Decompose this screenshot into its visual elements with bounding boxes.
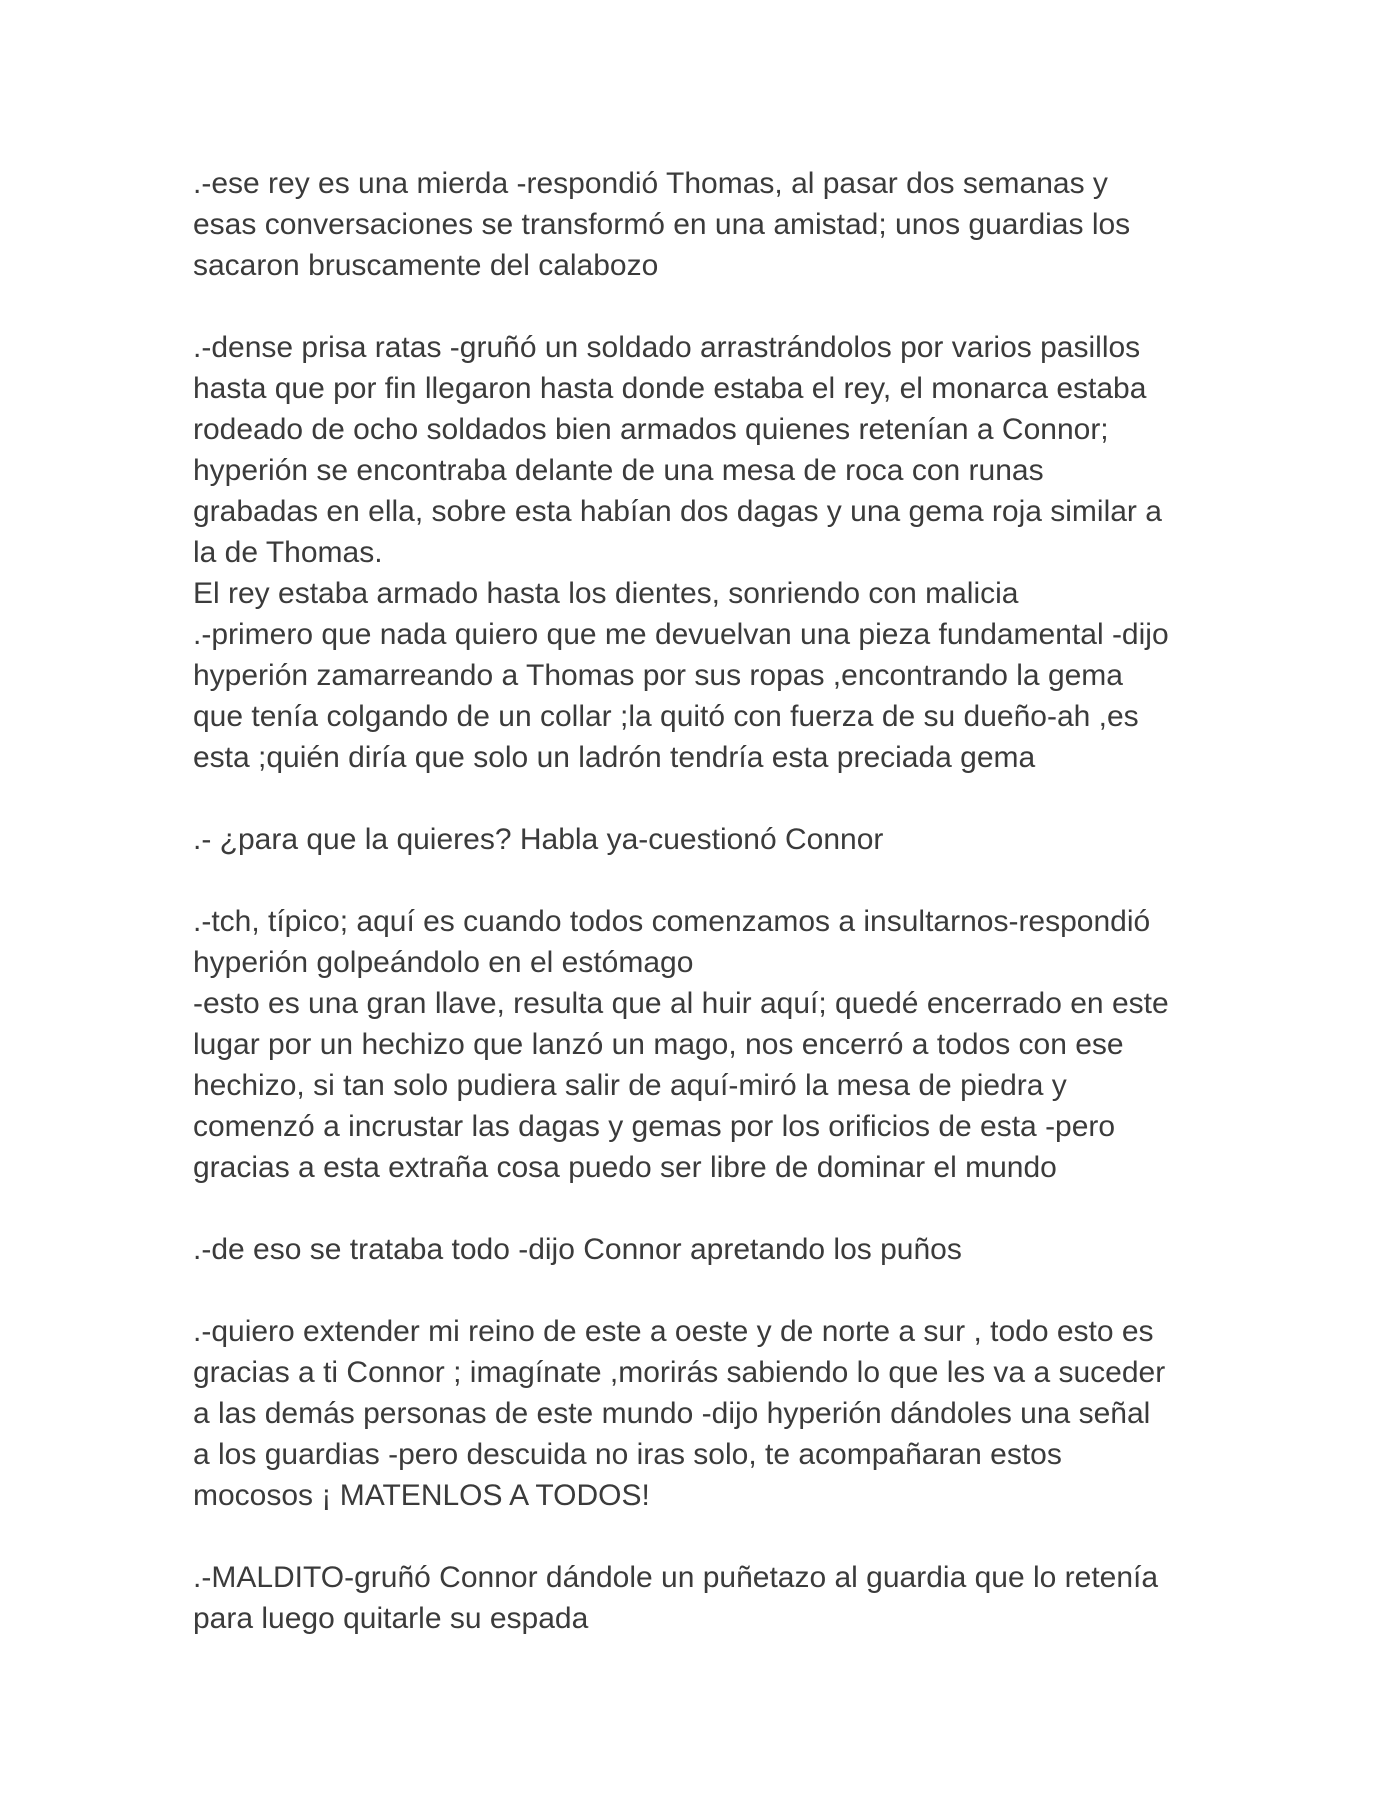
text-line: hyperión golpeándolo en el estómago (193, 946, 694, 979)
text-line: .-dense prisa ratas -gruñó un soldado arrastrándolos por varios pasillos (193, 331, 1141, 364)
text-line: hasta que por fin llegaron hasta donde estaba el rey, el monarca estaba (193, 372, 1147, 405)
text-line: hechizo, si tan solo pudiera salir de aquí-miró la mesa de piedra y (193, 1069, 1067, 1102)
text-line: a las demás personas de este mundo -dijo hyperión dándoles una señal (193, 1397, 1151, 1430)
text-line: hyperión zamarreando a Thomas por sus ropas ,encontrando la gema (193, 659, 1123, 692)
text-line: lugar por un hechizo que lanzó un mago, nos encerró a todos con ese (193, 1028, 1124, 1061)
text-line: .-de eso se trataba todo -dijo Connor apretando los puños (193, 1233, 962, 1266)
text-line: esta ;quién diría que solo un ladrón tendría esta preciada gema (193, 741, 1036, 774)
text-line: -esto es una gran llave, resulta que al huir aquí; quedé encerrado en este (193, 987, 1169, 1020)
text-line: .-ese rey es una mierda -respondió Thomas, al pasar dos semanas y (193, 167, 1108, 200)
text-line: .- ¿para que la quieres? Habla ya-cuestionó Connor (193, 823, 884, 856)
paragraph-gap (193, 860, 1223, 901)
text-line: a los guardias -pero descuida no iras solo, te acompañaran estos (193, 1438, 1062, 1471)
text-line: .-MALDITO-gruñó Connor dándole un puñetazo al guardia que lo retenía (193, 1561, 1159, 1594)
text-line: .-tch, típico; aquí es cuando todos comenzamos a insultarnos-respondió (193, 905, 1151, 938)
text-line: la de Thomas. (193, 536, 383, 569)
text-line: mocosos ¡ MATENLOS A TODOS! (193, 1479, 650, 1512)
text-line: gracias a esta extraña cosa puedo ser libre de dominar el mundo (193, 1151, 1057, 1184)
paragraph-gap (193, 1188, 1223, 1229)
text-line: grabadas en ella, sobre esta habían dos dagas y una gema roja similar a (193, 495, 1162, 528)
text-line: .-quiero extender mi reino de este a oeste y de norte a sur , todo esto es (193, 1315, 1154, 1348)
page-text (193, 163, 1223, 1639)
paragraph-gap (193, 1516, 1223, 1557)
text-line: para luego quitarle su espada (193, 1602, 589, 1635)
text-line: sacaron bruscamente del calabozo (193, 249, 659, 282)
text-line: que tenía colgando de un collar ;la quitó con fuerza de su dueño-ah ,es (193, 700, 1139, 733)
paragraph-gap (193, 778, 1223, 819)
text-line: comenzó a incrustar las dagas y gemas por los orificios de esta -pero (193, 1110, 1116, 1143)
text-line: esas conversaciones se transformó en una amistad; unos guardias los (193, 208, 1131, 241)
text-line: rodeado de ocho soldados bien armados quienes retenían a Connor; (193, 413, 1109, 446)
text-line: El rey estaba armado hasta los dientes, sonriendo con malicia (193, 577, 1019, 610)
paragraph-gap (193, 1270, 1223, 1311)
text-line: gracias a ti Connor ; imagínate ,morirás sabiendo lo que les va a suceder (193, 1356, 1166, 1389)
text-line: .-primero que nada quiero que me devuelvan una pieza fundamental -dijo (193, 618, 1169, 651)
text-line: hyperión se encontraba delante de una mesa de roca con runas (193, 454, 1044, 487)
paragraph-gap (193, 286, 1223, 327)
